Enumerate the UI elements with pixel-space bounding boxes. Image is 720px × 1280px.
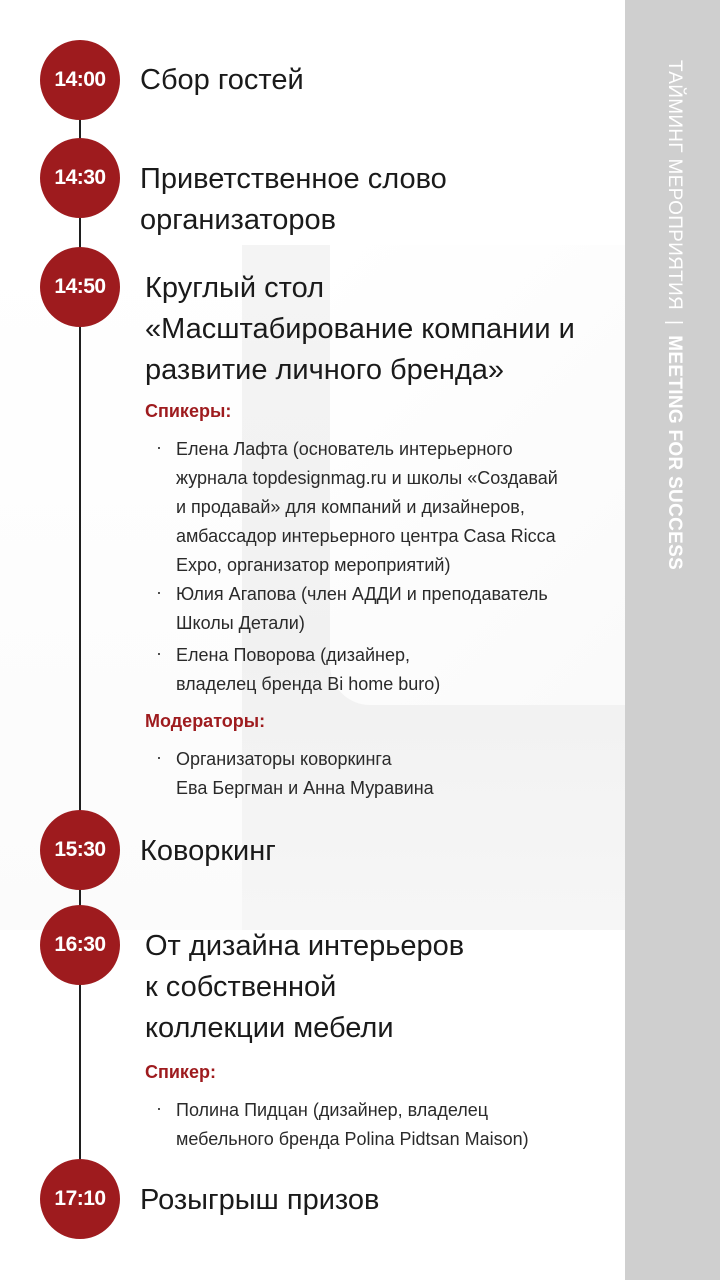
event-title-line: Розыгрыш призов (140, 1184, 380, 1216)
event-title-line: Приветственное слово (140, 163, 447, 195)
bullet-dot: · (156, 747, 162, 767)
speaker-line: амбассадор интерьерного центра Casa Ricca (176, 526, 556, 546)
sidebar-title (663, 60, 685, 570)
speaker-line: владелец бренда Bi home buro) (176, 674, 441, 694)
time-badge: 15:30 (40, 810, 120, 890)
sidebar-title-light: ТАЙМИНГ МЕРОПРИЯТИЯ (664, 60, 685, 311)
sidebar-title-bold: MEETING FOR SUCCESS (664, 335, 685, 571)
speaker-line: Юлия Агапова (член АДДИ и преподаватель (176, 584, 548, 604)
speaker-line: и продавай» для компаний и дизайнеров, (176, 497, 525, 517)
time-badge: 14:50 (40, 247, 120, 327)
event-title-line: Сбор гостей (140, 64, 304, 96)
speakers-label: Спикеры: (145, 401, 232, 421)
bullet-dot: · (156, 437, 162, 457)
speaker-item (176, 580, 548, 638)
event-title-line: «Масштабирование компании и (145, 313, 575, 345)
bullet-dot: · (156, 643, 162, 663)
event-title-line: От дизайна интерьеров (145, 930, 465, 962)
event-title-line: развитие личного бренда» (145, 354, 505, 386)
speaker-line: Елена Лафта (основатель интерьерного (176, 439, 513, 459)
time-badge: 16:30 (40, 905, 120, 985)
event-title-line: коллекции мебели (145, 1012, 394, 1044)
speaker-item (176, 641, 440, 699)
time-badge: 17:10 (40, 1159, 120, 1239)
event-title (140, 1180, 379, 1221)
speaker-line: Елена Поворова (дизайнер, (176, 645, 411, 665)
speaker-line: Школы Детали) (176, 613, 305, 633)
moderator-item (176, 745, 434, 803)
event-title-line: организаторов (140, 204, 337, 236)
speaker-item (176, 435, 558, 580)
speaker-item (176, 1096, 529, 1154)
moderators-label: Модераторы: (145, 711, 266, 731)
event-title (140, 60, 304, 101)
time-badge: 14:00 (40, 40, 120, 120)
speaker-line: Полина Пидцан (дизайнер, владелец (176, 1100, 489, 1120)
speaker-line: журнала topdesignmag.ru и школы «Создавай (176, 468, 558, 488)
sidebar-separator: | (664, 320, 685, 326)
event-title-line: Коворкинг (140, 835, 276, 867)
speaker-label: Спикер: (145, 1062, 216, 1082)
event-title (145, 268, 575, 391)
event-title-line: Круглый стол (145, 272, 325, 304)
bullet-dot: · (156, 582, 162, 602)
event-title (140, 831, 276, 872)
speaker-line: Expo, организатор мероприятий) (176, 555, 451, 575)
moderator-line: Ева Бергман и Анна Муравина (176, 778, 434, 798)
bullet-dot: · (156, 1098, 162, 1118)
event-title (145, 926, 464, 1049)
speaker-line: мебельного бренда Polina Pidtsan Maison) (176, 1129, 529, 1149)
moderator-line: Организаторы коворкинга (176, 749, 392, 769)
time-badge: 14:30 (40, 138, 120, 218)
sidebar (625, 0, 720, 1280)
event-title (140, 159, 447, 241)
event-title-line: к собственной (145, 971, 337, 1003)
